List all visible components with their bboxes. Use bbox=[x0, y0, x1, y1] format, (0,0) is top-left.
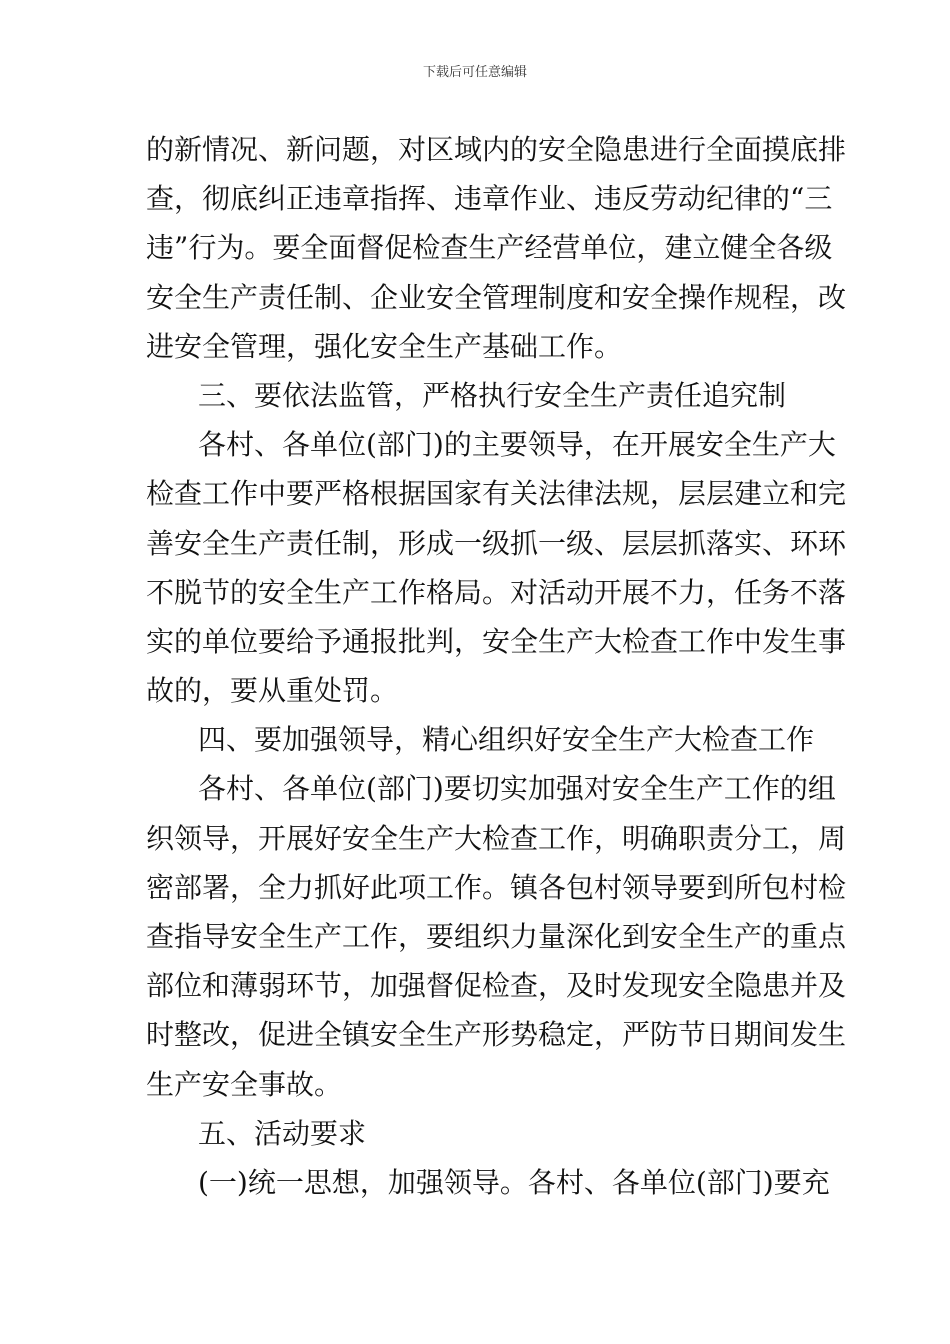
text-line: 实的单位要给予通报批判，安全生产大检查工作中发生事 bbox=[146, 624, 847, 658]
text-line: 各村、各单位(部门)要切实加强对安全生产工作的组 bbox=[198, 772, 836, 806]
text-line: 违”行为。要全面督促检查生产经营单位，建立健全各级 bbox=[146, 231, 833, 265]
text-line: 时整改，促进全镇安全生产形势稳定，严防节日期间发生 bbox=[146, 1018, 847, 1052]
text-line: (一)统一思想，加强领导。各村、各单位(部门)要充 bbox=[198, 1165, 830, 1199]
text-line: 织领导，开展好安全生产大检查工作，明确职责分工，周 bbox=[146, 821, 847, 855]
text-line: 进安全管理，强化安全生产基础工作。 bbox=[146, 329, 623, 363]
text-line: 故的，要从重处罚。 bbox=[146, 674, 399, 708]
text-line: 不脱节的安全生产工作格局。对活动开展不力，任务不落 bbox=[146, 575, 847, 609]
text-line: 安全生产责任制、企业安全管理制度和安全操作规程，改 bbox=[146, 280, 847, 314]
text-line: 查，彻底纠正违章指挥、违章作业、违反劳动纪律的“三 bbox=[146, 182, 833, 216]
document-body bbox=[146, 125, 847, 1207]
page-header: 下载后可任意编辑 bbox=[422, 65, 527, 80]
section-heading: 五、活动要求 bbox=[198, 1116, 367, 1150]
section-heading: 四、要加强领导，精心组织好安全生产大检查工作 bbox=[198, 723, 815, 757]
text-line: 各村、各单位(部门)的主要领导，在开展安全生产大 bbox=[198, 428, 836, 462]
text-line: 生产安全事故。 bbox=[146, 1067, 343, 1101]
section-heading: 三、要依法监管，严格执行安全生产责任追究制 bbox=[198, 378, 787, 412]
text-line: 的新情况、新问题，对区域内的安全隐患进行全面摸底排 bbox=[146, 133, 847, 166]
text-line: 部位和薄弱环节，加强督促检查，及时发现安全隐患并及 bbox=[146, 969, 847, 1003]
text-line: 善安全生产责任制，形成一级抓一级、层层抓落实、环环 bbox=[146, 526, 847, 560]
text-line: 检查工作中要严格根据国家有关法律法规，层层建立和完 bbox=[146, 477, 847, 511]
text-line: 查指导安全生产工作，要组织力量深化到安全生产的重点 bbox=[146, 920, 847, 953]
text-line: 密部署，全力抓好此项工作。镇各包村领导要到所包村检 bbox=[146, 870, 847, 904]
